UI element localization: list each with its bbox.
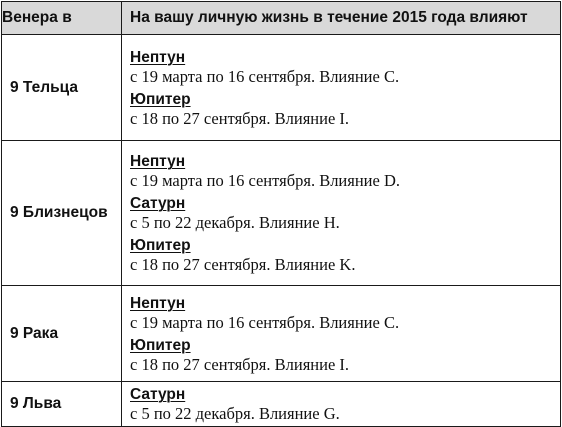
- influence-detail: с 19 марта по 16 сентября. Влияние С.: [130, 66, 400, 86]
- influence-detail: с 19 марта по 16 сентября. Влияние С.: [130, 312, 400, 332]
- influence-entry: [130, 90, 556, 128]
- table-row: [2, 141, 561, 286]
- influence-entry: [130, 236, 556, 274]
- header-influences: На вашу личную жизнь в течение 2015 года влияют: [122, 2, 561, 35]
- planet-name: Нептун: [130, 294, 186, 312]
- header-row: [2, 2, 561, 35]
- sign-cell: 9 Льва: [2, 382, 122, 427]
- table-body: [2, 35, 561, 427]
- influence-entry: [130, 385, 556, 423]
- sign-cell: 9 Рака: [2, 286, 122, 382]
- sign-cell: 9 Тельца: [2, 35, 122, 141]
- sign-cell: 9 Близнецов: [2, 141, 122, 286]
- table-row: [2, 286, 561, 382]
- influences-cell: [122, 286, 561, 382]
- influences-cell: [122, 35, 561, 141]
- influence-detail: с 18 по 27 сентября. Влияние I.: [130, 354, 350, 374]
- header-venus-in: Венера в: [2, 2, 122, 35]
- influence-entry: [130, 152, 556, 190]
- table-row: [2, 35, 561, 141]
- planet-name: Нептун: [130, 153, 186, 170]
- influence-table: [1, 1, 561, 427]
- influences-cell: [122, 141, 561, 286]
- influence-detail: с 5 по 22 декабря. Влияние G.: [130, 404, 340, 423]
- influence-entry: [130, 336, 556, 374]
- influence-detail: с 19 марта по 16 сентября. Влияние D.: [130, 171, 401, 190]
- planet-name: Сатурн: [130, 386, 186, 403]
- influence-entry: [130, 294, 556, 332]
- planet-name: Юпитер: [130, 336, 191, 354]
- planet-name: Сатурн: [130, 195, 186, 212]
- influence-detail: с 18 по 27 сентября. Влияние K.: [130, 255, 356, 274]
- planet-name: Нептун: [130, 48, 186, 66]
- planet-name: Юпитер: [130, 90, 191, 108]
- influence-detail: с 5 по 22 декабря. Влияние Н.: [130, 213, 340, 232]
- influence-entry: [130, 194, 556, 232]
- influence-detail: с 18 по 27 сентября. Влияние I.: [130, 108, 350, 128]
- influence-entry: [130, 48, 556, 86]
- planet-name: Юпитер: [130, 237, 191, 254]
